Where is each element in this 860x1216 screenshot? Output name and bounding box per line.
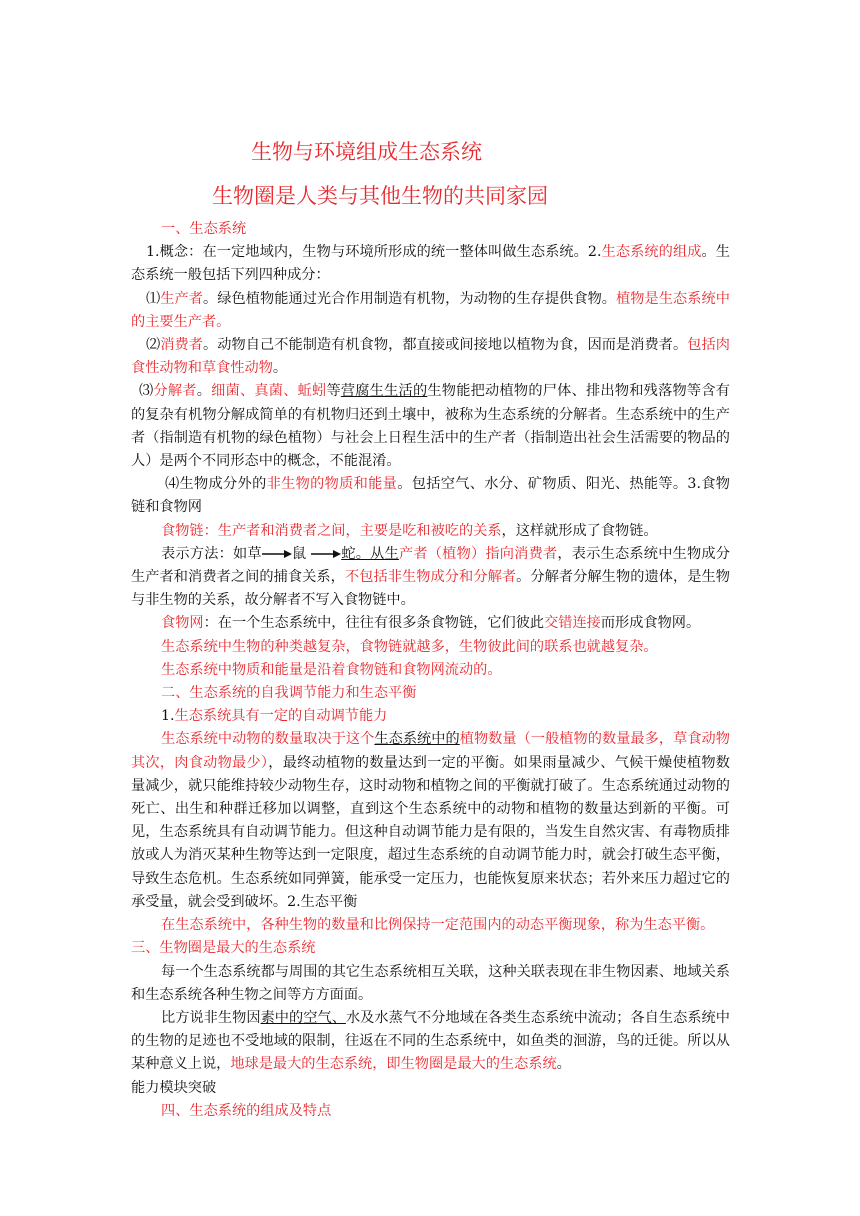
arrow-right-icon	[262, 549, 292, 559]
paragraph-food-web: 食物网：在一个生态系统中，往往有很多条食物链，它们彼此交错连接而形成食物网。	[161, 615, 701, 632]
section-heading-1: 一、生态系统	[161, 221, 247, 237]
paragraph-decomposer: ⑶分解者。细菌、真菌、蚯蚓等营腐生生活的生物能把动植物的尸体、排出物和残落物等含有的复杂有机物分解成简单的有机物归还到土壤中，被称为生态系统的分解者。生态系统中的生产者（指制造有机物的绿色植物）与社会上日程生活中的生产者（指制造出社会生活需要的物品的人）是两个不同形态中的概念，不能混淆。	[131, 383, 730, 470]
paragraph-notation: 表示方法：如草 鼠 蛇。从生产者（植物）指向消费者，表示生态系统中生物成分生产者和消费者之间的捕食关系，不包括非生物成分和分解者。分解者分解生物的遗体，是生物与非生物的关系，故分解者不写入食物链中。	[131, 545, 730, 609]
section-heading-4: 四、生态系统的组成及特点	[161, 1102, 332, 1119]
paragraph-producer: ⑴生产者。绿色植物能通过光合作用制造有机物，为动物的生存提供食物。植物是生态系统中的主要生产者。	[131, 290, 730, 330]
section-heading-2: 二、生态系统的自我调节能力和生态平衡	[161, 685, 417, 702]
paragraph-energy-flow: 生态系统中物质和能量是沿着食物链和食物网流动的。	[161, 661, 502, 678]
section-heading-3: 三、生物圈是最大的生态系统	[131, 940, 316, 957]
paragraph-biosphere: 比方说非生物因素中的空气、水及水蒸气不分地域在各类生态系统中流动；各自生态系统中的生物的足迹也不受地域的限制，往返在不同的生态系统中，如鱼类的洄游，鸟的迁徙。所以从某种意义上说，地球是最大的生态系统，即生物圈是最大的生态系统。	[131, 1009, 730, 1073]
arrow-right-icon	[311, 549, 341, 559]
paragraph-consumer: ⑵消费者。动物自己不能制造有机食物，都直接或间接地以植物为食，因而是消费者。包括肉食性动物和草食性动物。	[131, 337, 730, 377]
paragraph-concept: 1.概念：在一定地域内，生物与环境所形成的统一整体叫做生态系统。2.生态系统的组成。生态系统一般包括下列四种成分：	[131, 244, 730, 284]
paragraph-self-regulation: 生态系统中动物的数量取决于这个生态系统中的植物数量（一般植物的数量最多，草食动物其次，肉食动物最少），最终动植物的数量达到一定的平衡。如果雨量减少、气候干燥使植物数量减少，就只能维持较少动物生存，这时动物和植物之间的平衡就打破了。生态系统通过动物的死亡、出生和种群迁移加以调整，直到这个生态系统中的动物和植物的数量达到新的平衡。可见，生态系统具有自动调节能力。但这种自动调节能力是有限的，当发生自然灾害、有毒物质排放或人为消灭某种生物等达到一定限度，超过生态系统的自动调节能力时，就会打破生态平衡，导致生态危机。生态系统如同弹簧，能承受一定压力，也能恢复原来状态；若外来压力超过它的承受量，就会受到破坏。2.生态平衡	[131, 731, 730, 910]
paragraph-food-chain: 食物链：生产者和消费者之间，主要是吃和被吃的关系，这样就形成了食物链。	[161, 522, 658, 539]
paragraph-interconnection: 每一个生态系统都与周围的其它生态系统相互关联，这种关联表现在非生物因素、地域关系和生态系统各种生物之间等方方面面。	[131, 963, 730, 1003]
paragraph-nonliving: ⑷生物成分外的非生物的物质和能量。包括空气、水分、矿物质、阳光、热能等。3.食物链和食物网	[131, 476, 730, 516]
paragraph-ecological-balance: 在生态系统中，各种生物的数量和比例保持一定范围内的动态平衡现象，称为生态平衡。	[161, 917, 715, 934]
paragraph-complexity: 生态系统中生物的种类越复杂，食物链就越多，生物彼此间的联系也就越复杂。	[161, 638, 658, 655]
document-subtitle: 生物圈是人类与其他生物的共同家园	[212, 184, 548, 208]
paragraph-self-regulation-title: 1.生态系统具有一定的自动调节能力	[161, 708, 388, 725]
paragraph-ability-module: 能力模块突破	[131, 1079, 217, 1096]
document-title: 生物与环境组成生态系统	[251, 140, 482, 164]
document-body	[131, 218, 730, 1123]
